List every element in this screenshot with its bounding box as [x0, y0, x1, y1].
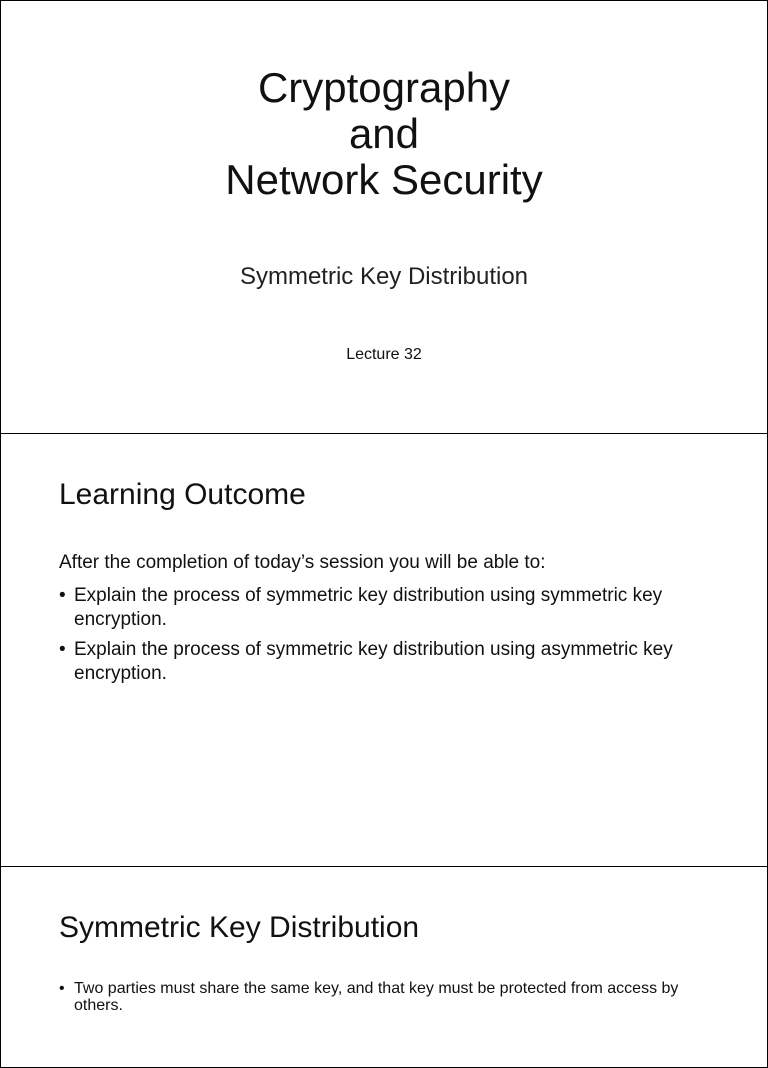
slide-heading: Symmetric Key Distribution: [59, 911, 420, 944]
slide-subtitle: Symmetric Key Distribution: [239, 263, 529, 290]
list-item: [59, 638, 727, 686]
list-item: [59, 584, 727, 632]
bullet-list: [59, 980, 727, 1020]
list-item: [59, 980, 727, 1014]
bullet-icon: •: [59, 639, 66, 660]
learning-outcome-slide: [0, 433, 768, 867]
bullet-text: Two parties must share the same key, and that key must be protected from access by others.: [74, 980, 679, 1014]
slide-title: [1, 65, 767, 203]
title-line: Network Security: [225, 156, 543, 203]
title-slide: [0, 0, 768, 434]
bullet-icon: •: [59, 585, 66, 606]
intro-text: After the completion of today’s session you will be able to:: [59, 552, 546, 573]
bullet-icon: •: [59, 980, 65, 997]
title-line: and: [348, 110, 420, 157]
bullet-text: Explain the process of symmetric key distribution using symmetric key encryption.: [74, 585, 663, 630]
symmetric-key-distribution-slide: [0, 866, 768, 1068]
bullet-list: [59, 584, 727, 692]
lecture-number: Lecture 32: [346, 346, 422, 363]
bullet-text: Explain the process of symmetric key distribution using asymmetric key encryption.: [74, 639, 673, 684]
slide-heading: Learning Outcome: [59, 478, 306, 511]
title-line: Cryptography: [257, 64, 511, 111]
